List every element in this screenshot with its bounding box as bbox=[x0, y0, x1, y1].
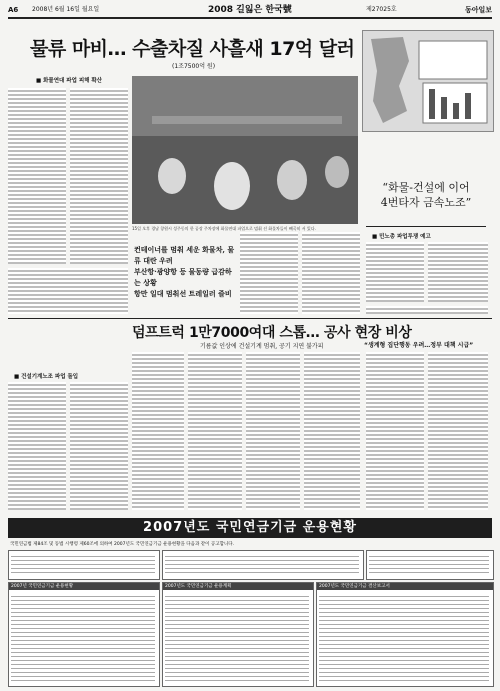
pull-quote: “화물-건설에 이어 4번타자 금속노조” bbox=[380, 181, 472, 209]
lead-body-col3 bbox=[240, 232, 298, 314]
middle-body-col1 bbox=[8, 382, 66, 510]
side-body-col1 bbox=[366, 242, 424, 302]
quote-rule bbox=[366, 226, 486, 227]
photo-caption: 15일 오후 경남 창원시 성주동의 한 공장 주차장에 화물연대 파업으로 멈춰 선 화물차들이 빼곡히 서 있다. bbox=[132, 226, 316, 231]
header-rule bbox=[8, 17, 492, 19]
middle-right-label: “생계형 집단행동 우려…정부 대책 시급” bbox=[364, 342, 474, 349]
page-number: A6 bbox=[8, 6, 19, 14]
side-body-lower bbox=[366, 306, 488, 314]
pension-intro-box bbox=[8, 550, 160, 580]
newspaper-logo: 동아일보 bbox=[464, 6, 492, 14]
center-deck: 컨테이너를 멈춰 세운 화물차, 물류 대란 우려 부산항·광양항 등 물동량 급감하는 상황 항만 일대 멈춰선 트레일러 즐비 bbox=[134, 245, 235, 298]
middle-body-col5 bbox=[246, 352, 300, 510]
lead-body-lower bbox=[8, 268, 128, 314]
edition-number: 제27025호 bbox=[366, 6, 397, 13]
lead-body-col1 bbox=[8, 88, 66, 264]
lead-body-col4 bbox=[302, 232, 360, 314]
table-1-title: 2007년 국민연금기금 운용현황 bbox=[9, 583, 159, 590]
middle-body-col2 bbox=[70, 382, 128, 510]
pension-table-3 bbox=[316, 582, 494, 687]
lead-subhead: (1조7500억 원) bbox=[172, 63, 216, 70]
lead-body-col2 bbox=[70, 88, 128, 264]
lead-section-label: ■ 화물연대 파업 피해 확산 bbox=[36, 78, 102, 84]
pension-notice: 국민연금법 제84조 및 동법 시행령 제60조에 의하여 2007년도 국민연금기금 운용현황을 다음과 같이 공고합니다. bbox=[10, 542, 235, 547]
middle-body-col3 bbox=[132, 352, 184, 510]
pension-banner: 2007년도 국민연금기금 운용현황 bbox=[8, 518, 492, 538]
korea-map-icon bbox=[363, 31, 493, 131]
table-3-title: 2007년도 국민연금기금 결산보고서 bbox=[317, 583, 493, 590]
lead-photo bbox=[132, 76, 358, 224]
middle-headline: 덤프트럭 1만7000여대 스톱… 공사 현장 비상 bbox=[132, 325, 412, 341]
side-body-col2 bbox=[428, 242, 488, 302]
middle-subhead: 기름값 인상에 건설기계 멈춰, 공기 지연 불가피 bbox=[200, 343, 324, 350]
section-divider bbox=[8, 318, 492, 319]
lead-headline: 물류 마비… 수출차질 사흘새 17억 달러 bbox=[30, 38, 355, 60]
pension-table-2 bbox=[162, 582, 314, 687]
table-2-title: 2007년도 국민연금기금 운용계획 bbox=[163, 583, 313, 590]
side-section-label: ■ 민노총 파업투쟁 예고 bbox=[372, 234, 431, 240]
pension-stamp-box bbox=[366, 550, 494, 580]
pension-table-1 bbox=[8, 582, 160, 687]
publication-date: 2008년 6월 16일 월요일 bbox=[32, 6, 100, 13]
middle-body-col4 bbox=[188, 352, 242, 510]
pension-summary-box bbox=[162, 550, 364, 580]
regional-map-graphic bbox=[362, 30, 494, 132]
photo-scene bbox=[132, 76, 358, 224]
middle-left-label: ■ 건설기계노조 파업 돌입 bbox=[14, 374, 79, 380]
middle-body-col8 bbox=[428, 352, 488, 510]
middle-body-col6 bbox=[304, 352, 360, 510]
section-title: 2008 길잃은 한국號 bbox=[208, 5, 292, 15]
middle-body-col7 bbox=[366, 352, 424, 510]
page-header bbox=[8, 4, 492, 16]
